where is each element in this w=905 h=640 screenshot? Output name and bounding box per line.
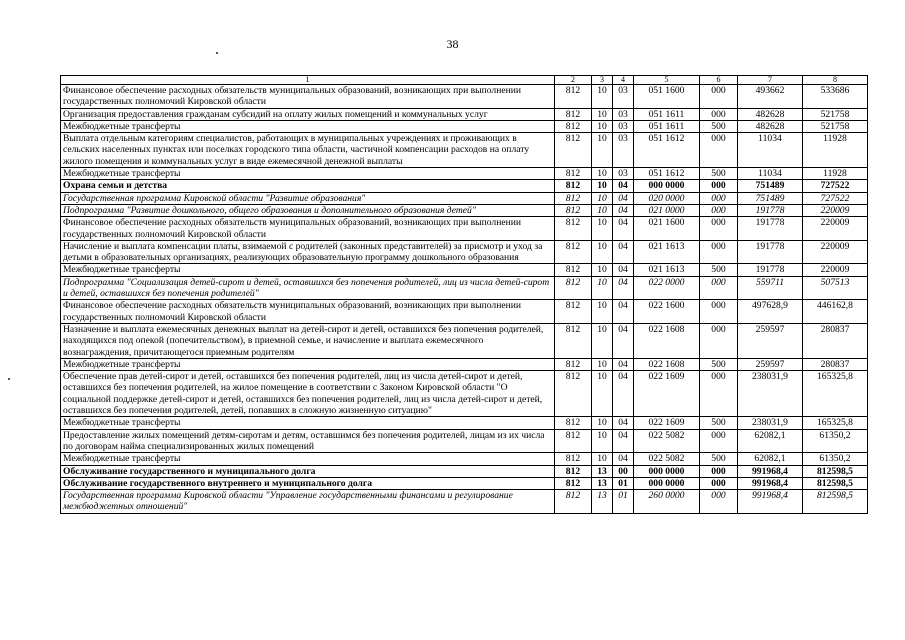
expense-type-code: 000 <box>700 323 738 358</box>
expense-type-code: 500 <box>700 168 738 180</box>
amount-year-1: 559711 <box>738 276 803 300</box>
target-article-code: 022 1609 <box>634 417 700 429</box>
section-code: 10 <box>592 217 613 241</box>
amount-year-2: 812598,5 <box>803 490 868 514</box>
target-article-code: 021 0000 <box>634 204 700 216</box>
table-row <box>61 204 868 216</box>
item-name: Назначение и выплата ежемесячных денежных выплат на детей-сирот и детей, оставшихся без попечения родителей, находящихся под опекой (попечительством), в приемной семье, и начисление и выплата ежемесячного вознаграждения, причитающегося приемным родителям <box>61 323 555 358</box>
table-row <box>61 358 868 370</box>
item-name: Межбюджетные трансферты <box>61 417 555 429</box>
scan-speck <box>8 378 10 380</box>
subsection-code: 04 <box>613 417 634 429</box>
amount-year-1: 259597 <box>738 323 803 358</box>
ministry-code: 812 <box>555 490 592 514</box>
page-number: 38 <box>446 37 459 51</box>
item-name: Финансовое обеспечение расходных обязательств муниципальных образований, возникающих при выполнении государственных полномочий Кировской области <box>61 300 555 324</box>
subsection-code: 00 <box>613 465 634 477</box>
section-code: 10 <box>592 371 613 417</box>
target-article-code: 000 0000 <box>634 180 700 192</box>
item-name: Выплата отдельным категориям специалистов, работающих в муниципальных учреждениях и проживающих в сельских населенных пунктах или поселках городского типа области, частичной компенсации расходов на оплату жилого помещения и коммунальных услуг в виде ежемесячной денежной выплаты <box>61 133 555 168</box>
subsection-code: 04 <box>613 453 634 465</box>
table-row <box>61 192 868 204</box>
scan-speck <box>216 52 218 54</box>
ministry-code: 812 <box>555 108 592 120</box>
section-code: 10 <box>592 192 613 204</box>
subsection-code: 01 <box>613 490 634 514</box>
target-article-code: 260 0000 <box>634 490 700 514</box>
item-name: Финансовое обеспечение расходных обязательств муниципальных образований, возникающих при выполнении государственных полномочий Кировской области <box>61 217 555 241</box>
amount-year-1: 191778 <box>738 264 803 276</box>
expense-type-code: 000 <box>700 204 738 216</box>
section-code: 10 <box>592 240 613 264</box>
amount-year-2: 11928 <box>803 168 868 180</box>
amount-year-2: 812598,5 <box>803 477 868 489</box>
target-article-code: 051 1611 <box>634 120 700 132</box>
ministry-code: 812 <box>555 217 592 241</box>
amount-year-2: 220009 <box>803 240 868 264</box>
amount-year-2: 521758 <box>803 120 868 132</box>
expense-type-code: 000 <box>700 240 738 264</box>
amount-year-1: 482628 <box>738 108 803 120</box>
target-article-code: 022 5082 <box>634 453 700 465</box>
expense-type-code: 000 <box>700 108 738 120</box>
expense-type-code: 000 <box>700 465 738 477</box>
amount-year-2: 165325,8 <box>803 371 868 417</box>
target-article-code: 022 0000 <box>634 276 700 300</box>
ministry-code: 812 <box>555 323 592 358</box>
subsection-code: 04 <box>613 429 634 453</box>
amount-year-1: 191778 <box>738 204 803 216</box>
amount-year-2: 727522 <box>803 192 868 204</box>
table-row <box>61 490 868 514</box>
expense-type-code: 000 <box>700 217 738 241</box>
ministry-code: 812 <box>555 180 592 192</box>
expense-type-code: 000 <box>700 276 738 300</box>
section-code: 10 <box>592 264 613 276</box>
amount-year-1: 191778 <box>738 240 803 264</box>
target-article-code: 022 1609 <box>634 371 700 417</box>
expense-type-code: 500 <box>700 453 738 465</box>
amount-year-2: 61350,2 <box>803 453 868 465</box>
item-name: Начисление и выплата компенсации платы, взимаемой с родителей (законных представителей) за присмотр и уход за детьми в образовательных организациях, реализующих образовательную программу дошкольного образования <box>61 240 555 264</box>
item-name: Обслуживание государственного внутреннего и муниципального долга <box>61 477 555 489</box>
target-article-code: 021 1613 <box>634 264 700 276</box>
target-article-code: 021 1613 <box>634 240 700 264</box>
expense-type-code: 000 <box>700 429 738 453</box>
amount-year-2: 812598,5 <box>803 465 868 477</box>
amount-year-1: 991968,4 <box>738 477 803 489</box>
ministry-code: 812 <box>555 453 592 465</box>
subsection-code: 04 <box>613 240 634 264</box>
target-article-code: 051 1612 <box>634 133 700 168</box>
item-name: Обеспечение прав детей-сирот и детей, оставшихся без попечения родителей, лиц из числа детей-сирот и детей, оставшихся без попечения родителей, на жилое помещение в соответствии с Законом Кировской области "О социальной поддержке детей-сирот и детей, оставшихся без попечения родителей, лиц из числа детей-сирот и детей, оставшихся без попечения родителей, детей, попавших в сложную жизненную ситуацию" <box>61 371 555 417</box>
target-article-code: 051 1611 <box>634 108 700 120</box>
item-name: Межбюджетные трансферты <box>61 120 555 132</box>
item-name: Подпрограмма "Социализация детей-сирот и детей, оставшихся без попечения родителей, лиц из числа детей-сирот и детей, оставшихся без попечения родителей" <box>61 276 555 300</box>
amount-year-1: 62082,1 <box>738 429 803 453</box>
expense-type-code: 500 <box>700 358 738 370</box>
amount-year-1: 11034 <box>738 133 803 168</box>
amount-year-1: 62082,1 <box>738 453 803 465</box>
subsection-code: 04 <box>613 264 634 276</box>
target-article-code: 022 1608 <box>634 323 700 358</box>
ministry-code: 812 <box>555 429 592 453</box>
section-code: 13 <box>592 490 613 514</box>
table-row <box>61 168 868 180</box>
subsection-code: 01 <box>613 477 634 489</box>
section-code: 10 <box>592 429 613 453</box>
table-row <box>61 85 868 109</box>
section-code: 10 <box>592 168 613 180</box>
expense-type-code: 500 <box>700 120 738 132</box>
ministry-code: 812 <box>555 465 592 477</box>
item-name: Межбюджетные трансферты <box>61 453 555 465</box>
table-row <box>61 133 868 168</box>
section-code: 10 <box>592 133 613 168</box>
section-code: 10 <box>592 180 613 192</box>
section-code: 10 <box>592 300 613 324</box>
ministry-code: 812 <box>555 358 592 370</box>
amount-year-1: 493662 <box>738 85 803 109</box>
item-name: Межбюджетные трансферты <box>61 264 555 276</box>
amount-year-2: 61350,2 <box>803 429 868 453</box>
table-row <box>61 417 868 429</box>
column-number: 4 <box>613 76 634 85</box>
item-name: Подпрограмма "Развитие дошкольного, общего образования и дополнительного образования детей" <box>61 204 555 216</box>
item-name: Государственная программа Кировской области "Развитие образования" <box>61 192 555 204</box>
amount-year-2: 521758 <box>803 108 868 120</box>
table-row <box>61 323 868 358</box>
amount-year-2: 446162,8 <box>803 300 868 324</box>
ministry-code: 812 <box>555 133 592 168</box>
ministry-code: 812 <box>555 417 592 429</box>
expense-type-code: 000 <box>700 133 738 168</box>
amount-year-2: 280837 <box>803 358 868 370</box>
subsection-code: 04 <box>613 371 634 417</box>
subsection-code: 04 <box>613 192 634 204</box>
target-article-code: 051 1612 <box>634 168 700 180</box>
table-row <box>61 371 868 417</box>
ministry-code: 812 <box>555 276 592 300</box>
expense-type-code: 000 <box>700 300 738 324</box>
ministry-code: 812 <box>555 120 592 132</box>
subsection-code: 04 <box>613 180 634 192</box>
column-number-row <box>61 76 868 85</box>
amount-year-1: 751489 <box>738 192 803 204</box>
amount-year-1: 238031,9 <box>738 371 803 417</box>
expense-type-code: 500 <box>700 417 738 429</box>
expense-type-code: 000 <box>700 477 738 489</box>
column-number: 7 <box>738 76 803 85</box>
amount-year-1: 191778 <box>738 217 803 241</box>
table-row <box>61 240 868 264</box>
table-row <box>61 465 868 477</box>
amount-year-2: 507513 <box>803 276 868 300</box>
subsection-code: 04 <box>613 358 634 370</box>
item-name: Охрана семьи и детства <box>61 180 555 192</box>
ministry-code: 812 <box>555 168 592 180</box>
expense-type-code: 000 <box>700 371 738 417</box>
target-article-code: 000 0000 <box>634 465 700 477</box>
ministry-code: 812 <box>555 85 592 109</box>
ministry-code: 812 <box>555 204 592 216</box>
column-number: 6 <box>700 76 738 85</box>
expense-type-code: 500 <box>700 264 738 276</box>
amount-year-1: 11034 <box>738 168 803 180</box>
ministry-code: 812 <box>555 192 592 204</box>
amount-year-1: 482628 <box>738 120 803 132</box>
subsection-code: 03 <box>613 133 634 168</box>
subsection-code: 03 <box>613 85 634 109</box>
amount-year-1: 991968,4 <box>738 490 803 514</box>
subsection-code: 04 <box>613 276 634 300</box>
section-code: 10 <box>592 417 613 429</box>
subsection-code: 04 <box>613 300 634 324</box>
item-name: Государственная программа Кировской области "Управление государственными финансами и регулирование межбюджетных отношений" <box>61 490 555 514</box>
subsection-code: 04 <box>613 217 634 241</box>
amount-year-1: 991968,4 <box>738 465 803 477</box>
item-name: Предоставление жилых помещений детям-сиротам и детям, оставшимся без попечения родителей, лицам из их числа по договорам найма специализированных жилых помещений <box>61 429 555 453</box>
amount-year-2: 220009 <box>803 217 868 241</box>
section-code: 10 <box>592 276 613 300</box>
section-code: 10 <box>592 453 613 465</box>
column-number: 8 <box>803 76 868 85</box>
ministry-code: 812 <box>555 371 592 417</box>
subsection-code: 03 <box>613 120 634 132</box>
subsection-code: 03 <box>613 108 634 120</box>
budget-table <box>60 75 868 514</box>
amount-year-2: 11928 <box>803 133 868 168</box>
table-row <box>61 264 868 276</box>
item-name: Обслуживание государственного и муниципального долга <box>61 465 555 477</box>
target-article-code: 022 5082 <box>634 429 700 453</box>
ministry-code: 812 <box>555 300 592 324</box>
amount-year-2: 280837 <box>803 323 868 358</box>
target-article-code: 022 1600 <box>634 300 700 324</box>
item-name: Финансовое обеспечение расходных обязательств муниципальных образований, возникающих при выполнении государственных полномочий Кировской области <box>61 85 555 109</box>
amount-year-1: 497628,9 <box>738 300 803 324</box>
item-name: Организация предоставления гражданам субсидий на оплату жилых помещений и коммунальных услуг <box>61 108 555 120</box>
table-row <box>61 453 868 465</box>
column-number: 2 <box>555 76 592 85</box>
section-code: 10 <box>592 358 613 370</box>
ministry-code: 812 <box>555 477 592 489</box>
amount-year-1: 751489 <box>738 180 803 192</box>
ministry-code: 812 <box>555 240 592 264</box>
target-article-code: 022 1608 <box>634 358 700 370</box>
amount-year-2: 220009 <box>803 204 868 216</box>
table-row <box>61 180 868 192</box>
table-row <box>61 276 868 300</box>
section-code: 10 <box>592 204 613 216</box>
ministry-code: 812 <box>555 264 592 276</box>
section-code: 10 <box>592 323 613 358</box>
item-name: Межбюджетные трансферты <box>61 358 555 370</box>
expense-type-code: 000 <box>700 85 738 109</box>
table-row <box>61 108 868 120</box>
section-code: 10 <box>592 85 613 109</box>
amount-year-2: 727522 <box>803 180 868 192</box>
amount-year-1: 259597 <box>738 358 803 370</box>
amount-year-1: 238031,9 <box>738 417 803 429</box>
expense-type-code: 000 <box>700 180 738 192</box>
target-article-code: 021 1600 <box>634 217 700 241</box>
subsection-code: 04 <box>613 204 634 216</box>
section-code: 13 <box>592 477 613 489</box>
item-name: Межбюджетные трансферты <box>61 168 555 180</box>
subsection-code: 03 <box>613 168 634 180</box>
target-article-code: 051 1600 <box>634 85 700 109</box>
subsection-code: 04 <box>613 323 634 358</box>
target-article-code: 000 0000 <box>634 477 700 489</box>
section-code: 10 <box>592 120 613 132</box>
expense-type-code: 000 <box>700 192 738 204</box>
section-code: 13 <box>592 465 613 477</box>
amount-year-2: 533686 <box>803 85 868 109</box>
amount-year-2: 165325,8 <box>803 417 868 429</box>
table-row <box>61 300 868 324</box>
expense-type-code: 000 <box>700 490 738 514</box>
column-number: 3 <box>592 76 613 85</box>
table-row <box>61 217 868 241</box>
column-number: 5 <box>634 76 700 85</box>
table-row <box>61 429 868 453</box>
target-article-code: 020 0000 <box>634 192 700 204</box>
table-row <box>61 477 868 489</box>
section-code: 10 <box>592 108 613 120</box>
amount-year-2: 220009 <box>803 264 868 276</box>
table-row <box>61 120 868 132</box>
column-number: 1 <box>61 76 555 85</box>
